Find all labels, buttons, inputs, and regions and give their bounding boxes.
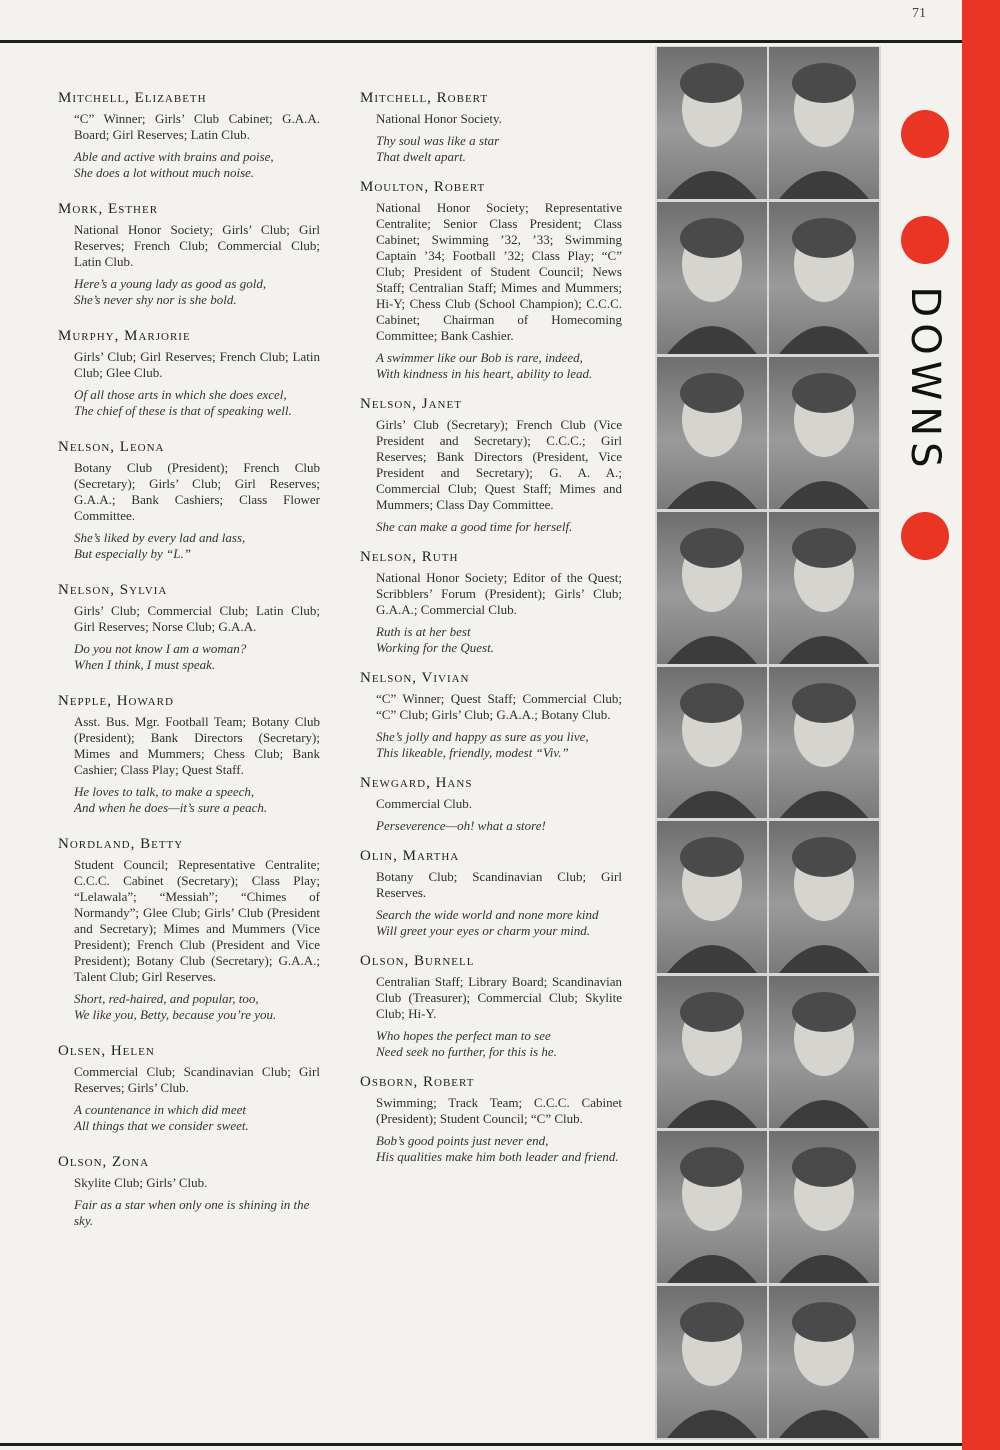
portrait-silhouette-icon bbox=[657, 357, 767, 509]
page-number: 71 bbox=[912, 6, 926, 21]
student-activities: Botany Club (President); French Club (Secretary); Girls’ Club; Girl Reserves; G.A.A.; Bank Cashiers; Class Flower Committee. bbox=[74, 460, 320, 523]
student-activities: Skylite Club; Girls’ Club. bbox=[74, 1175, 208, 1190]
student-entry bbox=[360, 90, 622, 165]
student-verse: A swimmer like our Bob is rare, indeed, With kindness in his heart, ability to lead. bbox=[376, 350, 593, 381]
red-dot-icon bbox=[901, 110, 949, 158]
student-name: Olson, Burnell bbox=[360, 953, 475, 969]
student-name: Mitchell, Elizabeth bbox=[58, 90, 207, 106]
student-verse: He loves to talk, to make a speech, And when he does—it’s sure a peach. bbox=[74, 784, 268, 815]
portrait-silhouette-icon bbox=[657, 202, 767, 354]
student-entry bbox=[58, 1043, 320, 1134]
bottom-rule bbox=[0, 1443, 962, 1446]
student-verse: Ruth is at her best Working for the Quest. bbox=[376, 624, 494, 655]
student-name: Olsen, Helen bbox=[58, 1043, 155, 1059]
portrait-silhouette-icon bbox=[769, 202, 879, 354]
student-entry bbox=[58, 693, 320, 816]
student-verse: Fair as a star when only one is shining in the sky. bbox=[74, 1197, 310, 1228]
red-dot-icon bbox=[901, 216, 949, 264]
student-name: Nelson, Leona bbox=[58, 439, 165, 455]
portrait-silhouette-icon bbox=[769, 47, 879, 199]
middle-column bbox=[360, 90, 622, 1179]
student-name: Nelson, Ruth bbox=[360, 549, 459, 565]
portrait-photo bbox=[657, 1131, 767, 1283]
student-verse: She can make a good time for herself. bbox=[376, 519, 573, 534]
student-entry bbox=[360, 775, 622, 834]
student-entry bbox=[360, 953, 622, 1060]
portrait-photo bbox=[769, 976, 879, 1128]
student-entry bbox=[360, 396, 622, 535]
portrait-silhouette-icon bbox=[657, 821, 767, 973]
student-activities: Swimming; Track Team; C.C.C. Cabinet (President); Student Council; “C” Club. bbox=[376, 1095, 622, 1126]
student-name: Murphy, Marjorie bbox=[58, 328, 191, 344]
student-name: Nelson, Janet bbox=[360, 396, 462, 412]
portrait-silhouette-icon bbox=[769, 976, 879, 1128]
student-activities: “C” Winner; Quest Staff; Commercial Club; “C” Club; Girls’ Club; G.A.A.; Botany Club. bbox=[376, 691, 622, 722]
portrait-photo bbox=[769, 821, 879, 973]
student-activities: Girls’ Club; Commercial Club; Latin Club; Girl Reserves; Norse Club; G.A.A. bbox=[74, 603, 320, 634]
student-activities: Commercial Club. bbox=[376, 796, 473, 811]
student-verse: Who hopes the perfect man to see Need seek no further, for this is he. bbox=[376, 1028, 557, 1059]
top-rule bbox=[0, 40, 962, 43]
portrait-photo bbox=[769, 47, 879, 199]
student-name: Moulton, Robert bbox=[360, 179, 486, 195]
portrait-photo bbox=[769, 512, 879, 664]
student-activities: “C” Winner; Girls’ Club Cabinet; G.A.A. Board; Girl Reserves; Latin Club. bbox=[74, 111, 320, 142]
student-activities: Girls’ Club (Secretary); French Club (Vice President and Secretary); C.C.C.; Girl Reserves; Bank Directors (President, Vice President and Secretary); G. A. A.; Commercial Club; Quest Staff; Mimes and Mummers; Class Day Committee. bbox=[376, 417, 622, 512]
student-entry bbox=[58, 439, 320, 562]
portrait-silhouette-icon bbox=[657, 47, 767, 199]
student-activities: National Honor Society; Girls’ Club; Girl Reserves; French Club; Commercial Club; Latin Club. bbox=[74, 222, 320, 269]
student-verse: A countenance in which did meet All things that we consider sweet. bbox=[74, 1102, 249, 1133]
student-name: Nelson, Sylvia bbox=[58, 582, 168, 598]
student-entry bbox=[360, 1074, 622, 1165]
portrait-photo bbox=[657, 667, 767, 819]
student-verse: Here’s a young lady as good as gold, She’s never shy nor is she bold. bbox=[74, 276, 267, 307]
student-entry bbox=[58, 836, 320, 1023]
side-decoration bbox=[895, 110, 955, 580]
student-entry bbox=[58, 201, 320, 308]
student-activities: Centralian Staff; Library Board; Scandinavian Club (Treasurer); Commercial Club; Skylite Club; Hi-Y. bbox=[376, 974, 622, 1021]
student-activities: Asst. Bus. Mgr. Football Team; Botany Club (President); Bank Directors (Secretary); Mimes and Mummers; Chess Club; Bank Cashier; Class Play; Quest Staff. bbox=[74, 714, 320, 777]
student-entry bbox=[360, 179, 622, 382]
student-verse: Search the wide world and none more kind Will greet your eyes or charm your mind. bbox=[376, 907, 599, 938]
student-verse: Do you not know I am a woman? When I think, I must speak. bbox=[74, 641, 247, 672]
portrait-photo bbox=[657, 357, 767, 509]
portrait-photo bbox=[657, 976, 767, 1128]
student-activities: National Honor Society; Representative Centralite; Senior Class President; Class Cabinet; Swimming ’32, ’33; Swimming Captain ’34; Football ’32; Class Play; “C” Club; President of Student Council; News Staff; Centralian Staff; Mimes and Mummers; Hi-Y; Chess Club (School Champion); C.C.C. Cabinet; Chairman of Homecoming Committee; Bank Cashier. bbox=[376, 200, 622, 343]
student-entry bbox=[58, 90, 320, 181]
student-entry bbox=[360, 848, 622, 939]
student-name: Mork, Esther bbox=[58, 201, 159, 217]
portrait-silhouette-icon bbox=[769, 512, 879, 664]
portrait-silhouette-icon bbox=[657, 976, 767, 1128]
student-activities: National Honor Society; Editor of the Quest; Scribblers’ Forum (President); Girls’ Club; G.A.A.; Commercial Club. bbox=[376, 570, 622, 617]
student-verse: Bob’s good points just never end, His qualities make him both leader and friend. bbox=[376, 1133, 619, 1164]
student-verse: Able and active with brains and poise, She does a lot without much noise. bbox=[74, 149, 274, 180]
student-verse: Of all those arts in which she does excel, The chief of these is that of speaking well. bbox=[74, 387, 292, 418]
student-name: Nelson, Vivian bbox=[360, 670, 470, 686]
student-verse: Short, red-haired, and popular, too, We like you, Betty, because you’re you. bbox=[74, 991, 277, 1022]
portrait-grid bbox=[655, 46, 881, 1440]
student-name: Olin, Martha bbox=[360, 848, 460, 864]
student-entry bbox=[360, 670, 622, 761]
student-entry bbox=[58, 1154, 320, 1229]
student-verse: She’s jolly and happy as sure as you live, This likeable, friendly, modest “Viv.” bbox=[376, 729, 589, 760]
red-dot-icon bbox=[901, 512, 949, 560]
portrait-photo bbox=[769, 667, 879, 819]
student-activities: National Honor Society. bbox=[376, 111, 502, 126]
portrait-silhouette-icon bbox=[657, 1131, 767, 1283]
student-entry bbox=[360, 549, 622, 656]
portrait-silhouette-icon bbox=[657, 512, 767, 664]
student-activities: Commercial Club; Scandinavian Club; Girl Reserves; Girls’ Club. bbox=[74, 1064, 320, 1095]
portrait-silhouette-icon bbox=[657, 1286, 767, 1438]
student-name: Newgard, Hans bbox=[360, 775, 473, 791]
portrait-photo bbox=[657, 821, 767, 973]
student-activities: Girls’ Club; Girl Reserves; French Club; Latin Club; Glee Club. bbox=[74, 349, 320, 380]
portrait-photo bbox=[657, 202, 767, 354]
portrait-photo bbox=[657, 512, 767, 664]
portrait-silhouette-icon bbox=[769, 1131, 879, 1283]
portrait-photo bbox=[769, 1131, 879, 1283]
portrait-silhouette-icon bbox=[657, 667, 767, 819]
student-activities: Botany Club; Scandinavian Club; Girl Reserves. bbox=[376, 869, 622, 900]
student-name: Olson, Zona bbox=[58, 1154, 150, 1170]
downs-vertical-text: DOWNS bbox=[902, 286, 948, 474]
student-entry bbox=[58, 582, 320, 673]
portrait-silhouette-icon bbox=[769, 1286, 879, 1438]
portrait-photo bbox=[769, 357, 879, 509]
portrait-photo bbox=[769, 1286, 879, 1438]
student-verse: She’s liked by every lad and lass, But especially by “L.” bbox=[74, 530, 246, 561]
portrait-silhouette-icon bbox=[769, 357, 879, 509]
portrait-photo bbox=[769, 202, 879, 354]
student-verse: Perseverence—oh! what a store! bbox=[376, 818, 546, 833]
student-name: Nepple, Howard bbox=[58, 693, 174, 709]
student-entry bbox=[58, 328, 320, 419]
left-column bbox=[58, 90, 320, 1249]
portrait-silhouette-icon bbox=[769, 667, 879, 819]
student-name: Nordland, Betty bbox=[58, 836, 184, 852]
portrait-photo bbox=[657, 1286, 767, 1438]
portrait-photo bbox=[657, 47, 767, 199]
portrait-silhouette-icon bbox=[769, 821, 879, 973]
student-activities: Student Council; Representative Centralite; C.C.C. Cabinet (Secretary); Class Play; “Lelawala”; “Messiah”; “Chimes of Normandy”; Glee Club; Girls’ Club (President and Secretary); Mimes and Mummers (Vice President); French Club (President and Vice President); Botany Club (Secretary); G.A.A.; Talent Club; Girl Reserves. bbox=[74, 857, 320, 984]
student-verse: Thy soul was like a star That dwelt apart. bbox=[376, 133, 500, 164]
student-name: Osborn, Robert bbox=[360, 1074, 475, 1090]
red-side-band bbox=[962, 0, 1000, 1450]
student-name: Mitchell, Robert bbox=[360, 90, 489, 106]
